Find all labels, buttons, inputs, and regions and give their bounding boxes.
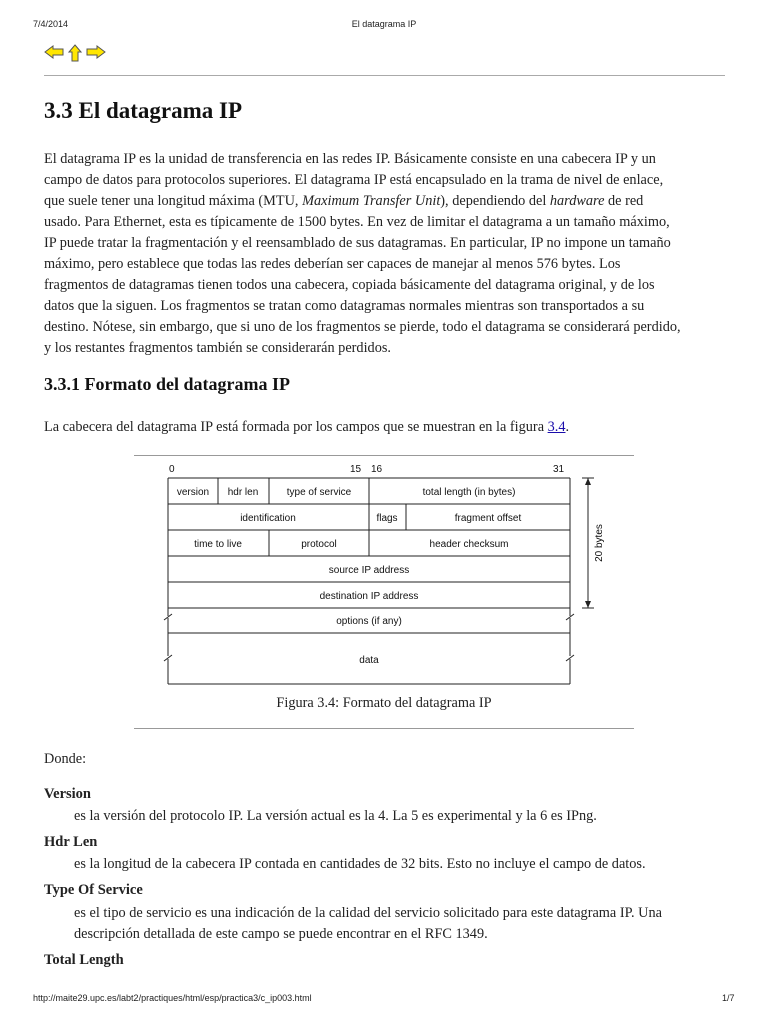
field-version: version [176,487,210,498]
definition-text: es el tipo de servicio es una indicación de la calidad del servicio solicitado para este datagrama IP. Una descripción detallada de este campo se puede encontrar en el RFC 1349. [74,905,662,942]
definition-term: Total Length [44,952,124,968]
field-identification: identification [240,513,296,524]
text-line: El datagrama IP es la unidad de transferencia en las redes IP. Básicamente consiste en una cabecera IP y un [44,151,656,167]
field-destination-ip: destination IP address [319,591,419,602]
field-fragment-offset: fragment offset [454,513,522,524]
field-flags: flags [376,513,398,524]
definition-text: es la versión del protocolo IP. La versión actual es la 4. La 5 es experimental y la 6 es IPng. [74,808,597,824]
intro-paragraph [44,149,728,359]
arrow-left-icon[interactable] [44,44,64,62]
field-protocol: protocol [301,539,337,550]
page-title: 3.3 El datagrama IP [44,98,243,123]
text-line: campo de datos para protocolos superiores. El datagrama IP está encapsulado en la trama de nivel de enlace, [44,172,664,188]
arrow-right-icon[interactable] [86,44,106,62]
definition-text: es la longitud de la cabecera IP contada en cantidades de 32 bits. Esto no incluye el campo de datos. [74,856,646,872]
definition-term: Hdr Len [44,834,98,850]
text-line: usado. Para Ethernet, esta es típicamente de 1500 bytes. En vez de limitar el datagrama a un tamaño máximo, [44,214,670,230]
print-page-number: 1/7 [722,993,735,1003]
field-source-ip: source IP address [328,565,410,576]
definition-term: Version [44,786,91,802]
field-time-to-live: time to live [194,539,242,550]
bit-label-16: 16 [371,464,383,475]
field-total-length: total length (in bytes) [422,487,516,498]
text-line: destino. Nótese, sin embargo, que si uno de los fragmentos se pierde, todo el datagrama se considerará perdido, [44,319,681,335]
field-data: data [359,655,379,666]
field-type-of-service: type of service [286,487,352,498]
field-header-checksum: header checksum [429,539,509,550]
text-line: fragmentos de datagramas tienen todos una cabecera, copiada básicamente del datagrama original, y de los [44,277,655,293]
subsection-title: 3.3.1 Formato del datagrama IP [44,374,290,394]
text-line: máximo, pero establece que todas las redes deberían ser capaces de manejar al menos 576 bytes. Los [44,256,621,272]
figure-link[interactable]: 3.4 [547,419,566,435]
print-url: http://maite29.upc.es/labt2/practiques/html/esp/practica3/c_ip003.html [33,993,312,1003]
top-divider [44,75,725,76]
print-title: El datagrama IP [351,19,417,29]
print-date: 7/4/2014 [33,19,69,29]
field-options: options (if any) [336,616,402,627]
figure-caption: Figura 3.4: Formato del datagrama IP [276,695,492,711]
donde-label: Donde: [44,751,87,767]
arrow-up-icon[interactable] [68,44,82,62]
navigation-bar [44,44,106,62]
text-line: que suele tener una longitud máxima (MTU, Maximum Transfer Unit), dependiendo del hardware de red [44,193,644,209]
ip-header-diagram [134,458,634,690]
bit-label-15: 15 [350,464,362,475]
field-hdr-len: hdr len [227,487,259,498]
subsection-lead: La cabecera del datagrama IP está formada por los campos que se muestran en la figura 3.4. [44,419,570,435]
definition-term: Type Of Service [44,882,143,898]
size-label: 20 bytes [594,524,605,562]
text-line: IP puede tratar la fragmentación y el reensamblado de sus datagramas. En particular, IP no impone un tamaño [44,235,671,251]
bit-label-31: 31 [553,464,565,475]
figure-top-rule [134,455,634,456]
text-line: y los restantes fragmentos también se considerarán perdidos. [44,340,391,356]
figure-bottom-rule [134,728,634,729]
text-line: datos que la siguen. Los fragmentos se tratan como datagramas normales mientras son transportados a su [44,298,645,314]
bit-label-0: 0 [169,464,175,475]
